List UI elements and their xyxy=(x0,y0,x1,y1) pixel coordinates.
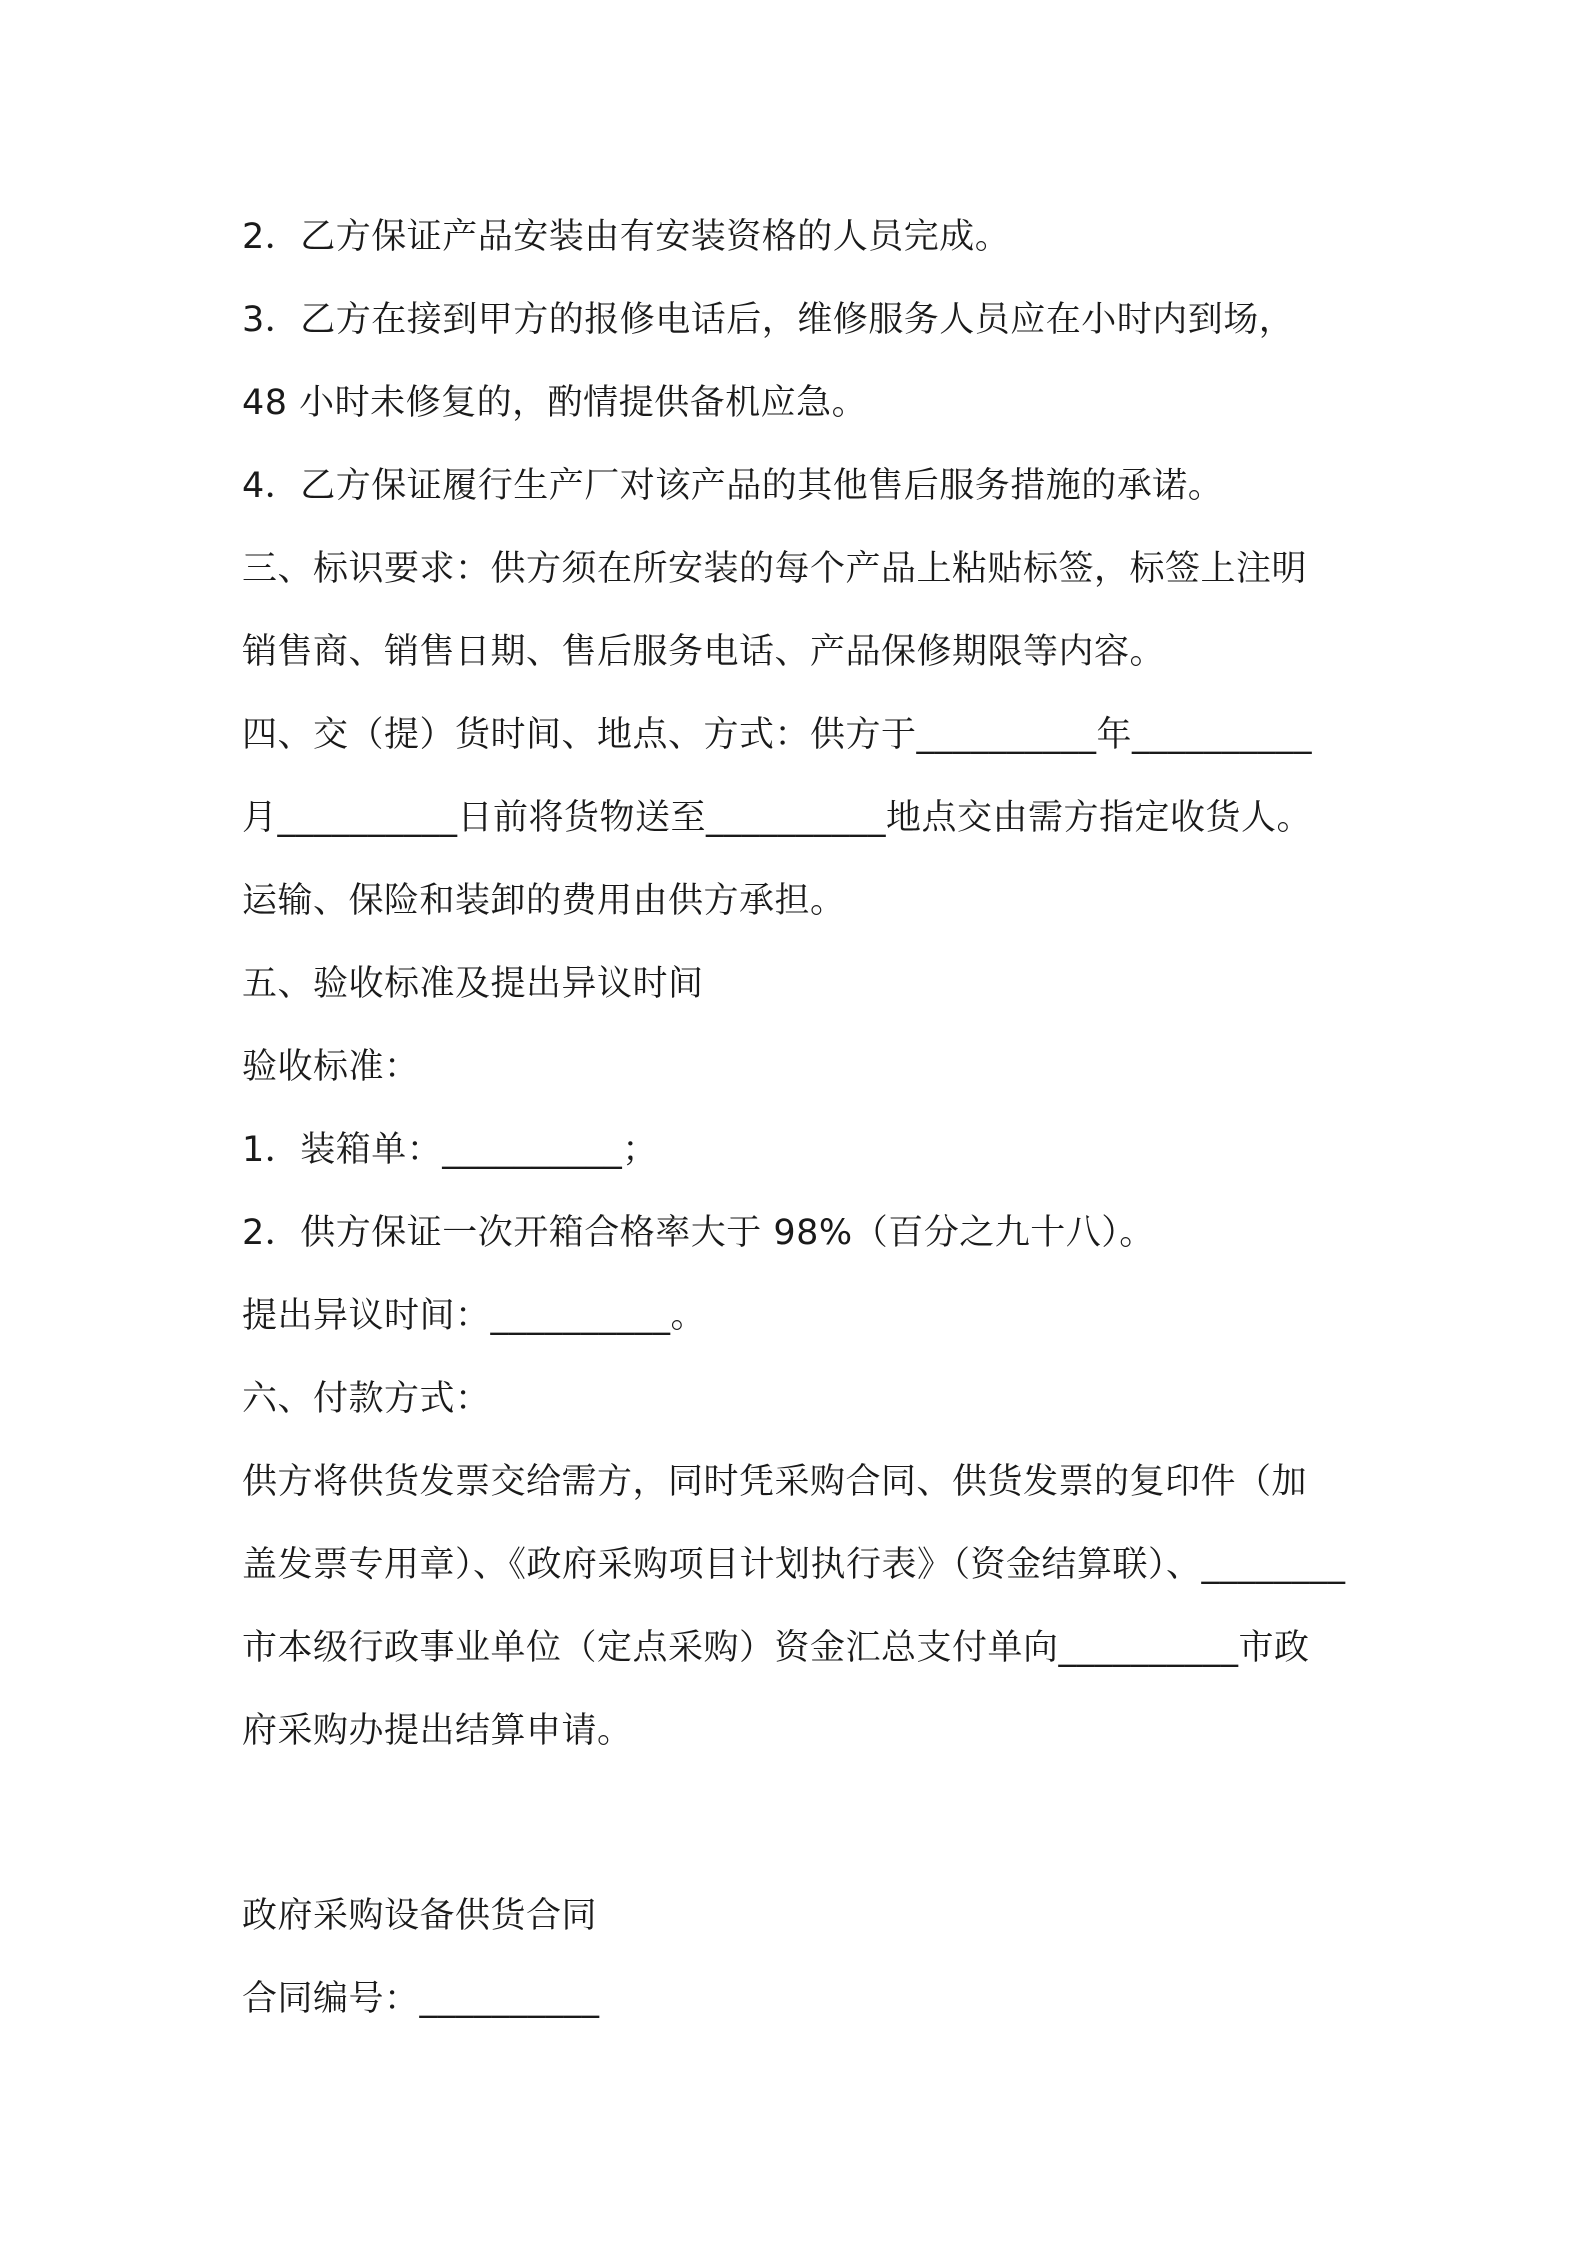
paragraph-line: 供方将供货发票交给需方，同时凭采购合同、供货发票的复印件（加 xyxy=(242,1462,1308,1502)
paragraph-line: 2．乙方保证产品安装由有安装资格的人员完成。 xyxy=(242,217,1011,257)
paragraph-line: 月__________日前将货物送至__________地点交由需方指定收货人。 xyxy=(242,798,1313,838)
document-body xyxy=(242,196,1362,2041)
paragraph-line: 提出异议时间：__________。 xyxy=(242,1296,707,1336)
paragraph-line: 3．乙方在接到甲方的报修电话后，维修服务人员应在小时内到场， xyxy=(242,300,1295,340)
paragraph-line: 四、交（提）货时间、地点、方式：供方于__________年__________ xyxy=(242,715,1313,755)
blank-space xyxy=(242,1773,1362,1875)
contract-title: 政府采购设备供货合同 xyxy=(242,1896,598,1936)
paragraph-line: 1．装箱单：__________； xyxy=(242,1130,658,1170)
paragraph-line: 48 小时未修复的，酌情提供备机应急。 xyxy=(242,383,868,423)
paragraph-line: 运输、保险和装卸的费用由供方承担。 xyxy=(242,881,846,921)
paragraph-line: 盖发票专用章）、《政府采购项目计划执行表》（资金结算联）、________ xyxy=(242,1545,1346,1585)
paragraph-line: 4．乙方保证履行生产厂对该产品的其他售后服务措施的承诺。 xyxy=(242,466,1224,506)
paragraph-line: 2．供方保证一次开箱合格率大于 98%（百分之九十八）。 xyxy=(242,1213,1155,1253)
paragraph-line: 验收标准： xyxy=(242,1047,420,1087)
contract-number: 合同编号：__________ xyxy=(242,1979,600,2019)
paragraph-line: 销售商、销售日期、售后服务电话、产品保修期限等内容。 xyxy=(242,632,1166,672)
section-heading: 六、付款方式： xyxy=(242,1379,491,1419)
paragraph-line: 三、标识要求：供方须在所安装的每个产品上粘贴标签，标签上注明 xyxy=(242,549,1308,589)
paragraph-line: 市本级行政事业单位（定点采购）资金汇总支付单向__________市政 xyxy=(242,1628,1310,1668)
paragraph-line: 府采购办提出结算申请。 xyxy=(242,1711,633,1751)
section-heading: 五、验收标准及提出异议时间 xyxy=(242,964,704,1004)
